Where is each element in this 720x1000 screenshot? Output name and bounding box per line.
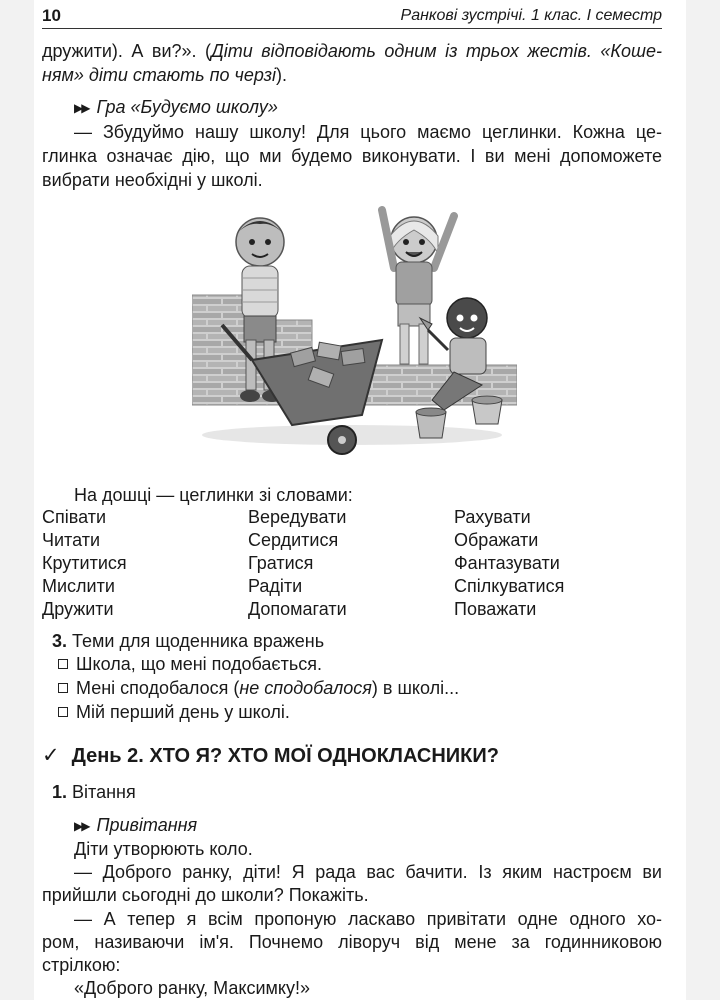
diary-item-1: Школа, що мені подобається. — [42, 653, 678, 676]
page-margin-right — [686, 0, 720, 1000]
checkmark-icon: ✓ — [42, 744, 60, 767]
greeting-line-2: — Доброго ранку, діти! Я рада вас бачити. Із яким настроєм ви — [74, 862, 662, 882]
double-arrow-icon: ▶▶ — [74, 101, 89, 115]
diary-item-2: Мені сподобалося (не сподобалося) в школі... — [42, 677, 678, 700]
game-text-line-3: вибрати необхідні у школі. — [42, 170, 263, 190]
children-building-school-illustration — [192, 200, 517, 462]
word-brick: Вередувати — [248, 507, 347, 527]
greeting-line-1: Діти утворюють коло. — [74, 839, 253, 859]
word-brick: Співати — [42, 507, 107, 527]
greeting-line-4: — А тепер я всім пропоную ласкаво привітати одне одного хо- — [74, 909, 662, 929]
day-2-title: День 2. ХТО Я? ХТО МОЇ ОДНОКЛАСНИКИ? — [71, 745, 499, 767]
greeting-heading — [42, 814, 662, 839]
greeting-line-3: прийшли сьогодні до школи? Покажіть. — [42, 885, 369, 905]
word-column-1 — [42, 506, 127, 621]
board-intro: На дошці — цеглинки зі словами: — [74, 485, 353, 505]
diary-heading — [42, 630, 672, 653]
running-title: Ранкові зустрічі. 1 клас. І семестр — [400, 7, 662, 24]
diary-item-3: Мій перший день у школі. — [42, 701, 678, 724]
square-bullet-icon — [58, 659, 68, 669]
page-header — [42, 4, 662, 29]
word-brick: Фантазувати — [454, 553, 560, 573]
double-arrow-icon: ▶▶ — [74, 819, 89, 833]
day-2-heading — [42, 742, 662, 770]
word-column-2 — [248, 506, 347, 621]
greeting-title: Привітання — [96, 815, 198, 835]
page-margin-left — [0, 0, 34, 1000]
greeting-line-5: ром, називаючи ім'я. Почнемо ліворуч від мене за годинниковою — [42, 932, 662, 952]
greeting-section — [42, 781, 672, 804]
word-brick: Рахувати — [454, 507, 531, 527]
game-heading — [42, 96, 662, 121]
game-text-line-1: — Збудуймо нашу школу! Для цього маємо цеглинки. Кожна це- — [74, 122, 662, 142]
greeting-line-6: стрілкою: — [42, 955, 121, 975]
square-bullet-icon — [58, 683, 68, 693]
greeting-section-title: Вітання — [72, 782, 136, 802]
word-brick: Спілкуватися — [454, 576, 565, 596]
word-brick: Гратися — [248, 553, 314, 573]
intro-line-1: дружити). А ви?». (Діти відповідають одним із трьох жестів. «Коше- — [42, 41, 663, 61]
intro-line-2: ням» діти стають по черзі). — [42, 65, 288, 85]
word-brick: Читати — [42, 530, 101, 550]
diary-number: 3. — [52, 631, 68, 651]
word-column-3 — [454, 506, 564, 621]
word-brick: Радіти — [248, 576, 303, 596]
greeting-number: 1. — [52, 782, 68, 802]
book-page — [42, 0, 662, 1000]
greeting-line-7: «Доброго ранку, Максимку!» — [74, 978, 310, 998]
word-brick: Поважати — [454, 599, 537, 619]
game-title: Гра «Будуємо школу» — [96, 97, 278, 117]
word-brick: Сердитися — [248, 530, 339, 550]
word-brick: Мислити — [42, 576, 115, 596]
diary-title: Теми для щоденника вражень — [72, 631, 325, 651]
word-brick: Дружити — [42, 599, 114, 619]
square-bullet-icon — [58, 707, 68, 717]
girl-with-raised-arms — [382, 210, 454, 364]
game-text-line-2: глинка означає дію, що ми будемо виконувати. І ви мені допоможете — [42, 146, 662, 166]
word-brick: Ображати — [454, 530, 539, 550]
word-brick: Крутитися — [42, 553, 127, 573]
word-brick: Допомагати — [248, 599, 347, 619]
page-number: 10 — [42, 6, 61, 25]
